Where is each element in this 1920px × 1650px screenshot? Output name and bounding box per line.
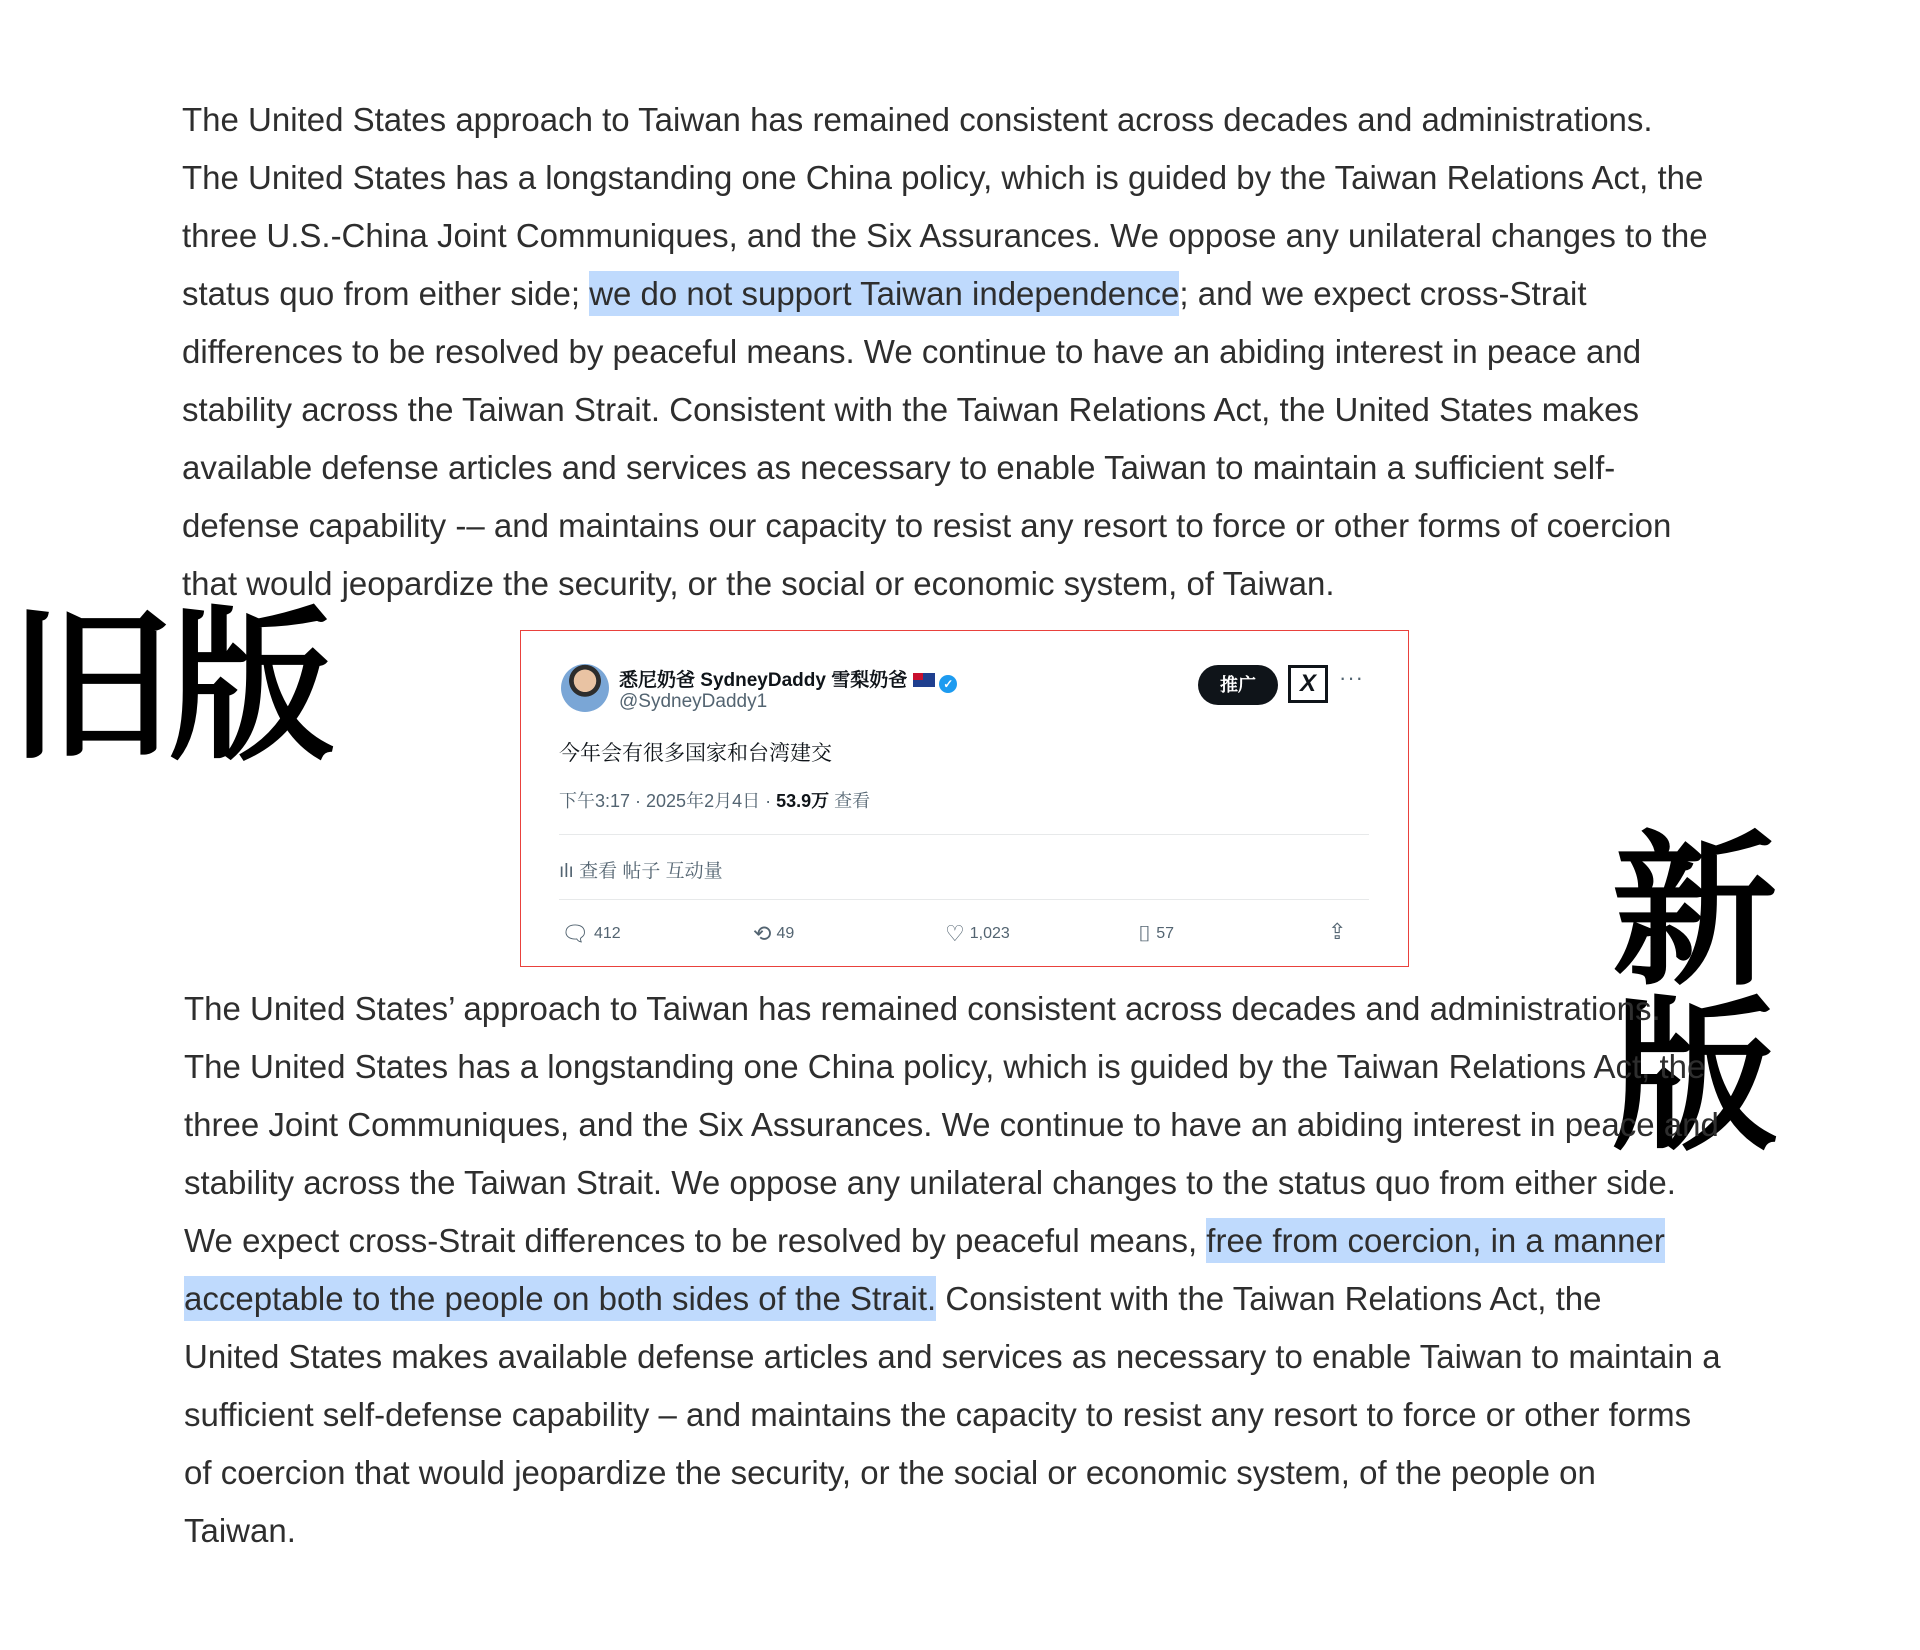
old-version-paragraph (182, 91, 1708, 613)
heart-icon: ♡ (945, 921, 965, 946)
text-segment: Consistent with the Taiwan Relations Act, the (936, 1280, 1602, 1317)
text-line: of coercion that would jeopardize the security, or the social or economic system, of the people on (184, 1454, 1596, 1491)
divider (559, 834, 1369, 835)
speech-bubble-icon: 🗨 (561, 921, 589, 946)
text-line: The United States has a longstanding one China policy, which is guided by the Taiwan Relations Act, the (182, 159, 1704, 196)
tweet-meta (559, 787, 870, 813)
grok-icon[interactable]: X (1288, 665, 1328, 703)
more-options-icon[interactable]: ··· (1339, 665, 1364, 690)
divider (559, 899, 1369, 900)
text-line: that would jeopardize the security, or the social or economic system, of Taiwan. (182, 565, 1335, 602)
new-version-paragraph (184, 980, 1721, 1560)
engagement-label: 查看 帖子 互动量 (579, 861, 723, 882)
retweet-arrows-icon: ⟲ (753, 921, 772, 946)
tweet-timestamp[interactable]: 下午3:17 · 2025年2月4日 · (559, 791, 777, 811)
text-line: stability across the Taiwan Strait. We oppose any unilateral changes to the status quo from either side. (184, 1164, 1676, 1201)
text-line: three U.S.-China Joint Communiques, and the Six Assurances. We oppose any unilateral changes to the (182, 217, 1708, 254)
australia-flag-icon (913, 673, 935, 687)
retweet-count: 49 (776, 925, 795, 942)
highlighted-text: free from coercion, in a manner (1206, 1218, 1665, 1263)
text-line: The United States has a longstanding one China policy, which is guided by the Taiwan Relations Act, the (184, 1048, 1706, 1085)
view-count-label: 查看 (829, 791, 871, 811)
text-line (184, 1270, 1721, 1328)
view-count: 53.9万 (776, 791, 830, 811)
share-upload-icon[interactable]: ⇪ (1328, 919, 1347, 944)
bookmark-count: 57 (1156, 925, 1174, 942)
reply-count: 412 (593, 925, 621, 942)
text-line: differences to be resolved by peaceful means. We continue to have an abiding interest in peace and (182, 333, 1642, 370)
text-line: three Joint Communiques, and the Six Assurances. We continue to have an abiding interest in peace and (184, 1106, 1719, 1143)
verified-check-icon: ✓ (939, 675, 957, 693)
text-line: The United States approach to Taiwan has remained consistent across decades and administrations. (182, 101, 1653, 138)
display-name[interactable] (619, 665, 957, 693)
text-line: stability across the Taiwan Strait. Consistent with the Taiwan Relations Act, the United States makes (182, 391, 1639, 428)
text-segment: We expect cross-Strait differences to be resolved by peaceful means, (184, 1222, 1207, 1259)
like-count: 1,023 (969, 925, 1010, 942)
old-version-label: 旧版 (8, 591, 330, 783)
like-button[interactable] (945, 921, 1010, 947)
bar-chart-icon: ılı (559, 861, 574, 882)
promote-button[interactable]: 推广 (1198, 665, 1278, 705)
bookmark-icon: ⌷ (1138, 921, 1152, 946)
text-line: available defense articles and services as necessary to enable Taiwan to maintain a sufficient self- (182, 449, 1616, 486)
text-line: The United States’ approach to Taiwan has remained consistent across decades and administrations. (184, 990, 1661, 1027)
text-line: United States makes available defense articles and services as necessary to enable Taiwan to maintain a (184, 1338, 1721, 1375)
view-engagements-link[interactable] (559, 856, 723, 883)
highlighted-text: acceptable to the people on both sides of the Strait. (184, 1276, 936, 1321)
text-line: defense capability -– and maintains our capacity to resist any resort to force or other forms of coercion (182, 507, 1672, 544)
display-name-text[interactable]: 悉尼奶爸 SydneyDaddy 雪梨奶爸 (619, 670, 908, 691)
new-version-label: 新版 (1612, 816, 1773, 1173)
text-segment: ; and we expect cross-Strait (1179, 275, 1587, 312)
avatar[interactable] (561, 664, 609, 712)
text-segment: status quo from either side; (182, 275, 590, 312)
text-line: sufficient self-defense capability – and maintains the capacity to resist any resort to force or other forms (184, 1396, 1692, 1433)
tweet-card[interactable] (520, 630, 1409, 967)
handle[interactable]: @SydneyDaddy1 (619, 691, 768, 712)
text-line (184, 1212, 1721, 1270)
text-line (182, 265, 1708, 323)
highlighted-text: we do not support Taiwan independence (589, 271, 1179, 316)
bookmark-button[interactable] (1138, 921, 1174, 947)
reply-button[interactable] (561, 921, 621, 947)
text-line: Taiwan. (184, 1512, 296, 1549)
retweet-button[interactable] (753, 921, 794, 947)
tweet-text: 今年会有很多国家和台湾建交 (559, 742, 832, 765)
